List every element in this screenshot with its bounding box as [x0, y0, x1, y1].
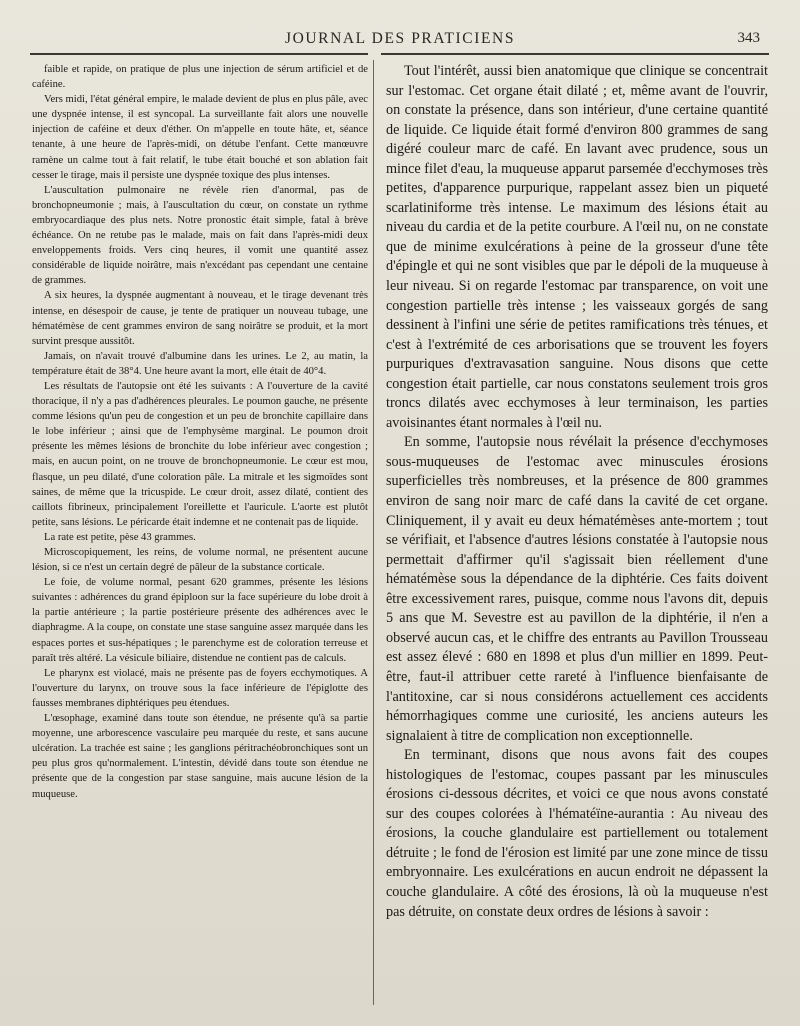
journal-title: JOURNAL DES PRATICIENS	[284, 30, 516, 47]
paragraph: Le foie, de volume normal, pesant 620 grammes, présente les lésions suivantes : adhérences du grand épiploon sur la face supérieure du lobe droit à la partie antérieure ; la partie postérieure présente des adhérences avec le diaphragme. A la coupe, on constate une stase sanguine assez marquée dans les espaces portes et sus-hépatiques ; le parenchyme est de coloration terreuse et paraît très altéré. La vésicule biliaire, distendue ne contient pas de calculs.	[32, 577, 368, 664]
paragraph: Vers midi, l'état général empire, le malade devient de plus en plus pâle, avec une dyspnée intense, il est syncopal. La surveillante fait alors une nouvelle injection de caféine et deux d'éther. On m'appelle en toute hâte, et, séance tenante, à une heure de l'après-midi, on détube l'enfant. Cette manœuvre ramène un calme tout à fait relatif, le tube était bouché et son ablation fait cesser le tirage, mais il persiste une dyspnée toxique des plus intenses.	[32, 94, 368, 181]
paragraph: A six heures, la dyspnée augmentant à nouveau, et le tirage devenant très intense, en désespoir de cause, je tente de pratiquer un nouveau tubage, une hématémèse de cent grammes environ de sang noirâtre se produit, et la mort survint presque aussitôt.	[32, 290, 368, 347]
column-divider	[373, 60, 374, 1005]
paragraph: Le pharynx est violacé, mais ne présente pas de foyers ecchymotiques. A l'ouverture du larynx, on trouve sous la face inférieure de l'épiglotte des fausses membranes diphtériques peu étendues.	[32, 667, 368, 709]
paragraph: Les résultats de l'autopsie ont été les suivants : A l'ouverture de la cavité thoracique, il n'y a pas d'adhérences pleurales. Le poumon gauche, ne présente comme lésions qu'un peu de congestion et un peu de bronchite capillaire dans le lobe inférieur ; ainsi que de l'emphysème marginal. Le poumon droit présente les mêmes lésions de bronchite du lobe inférieur avec congestion ; mais, en aucun point, on ne trouve de bronchopneumonie. Le cœur est mou, flasque, un peu dilaté, d'une coloration pâle. La mitrale et les sigmoïdes sont saines, de même que la tricuspide. Le cœur droit, assez dilaté, contient des caillots fibrineux, principalement l'oreillette et l'auricule. L'aorte est plutôt petite, sans lésions. Le péricarde était indemne et ne contenait pas de liquide.	[32, 380, 368, 528]
paragraph: En terminant, disons que nous avons fait des coupes histologiques de l'estomac, coupes passant par les minuscules érosions ci-dessous décrites, et voici ce que nous avons constaté sur des coupes colorées à l'hématéïne-aurantia : Au niveau des érosions, la couche glandulaire est partiellement ou totalement détruite ; le fond de l'érosion est limité par une zone mince de tissu embryonnaire. Les exulcérations en aucun endroit ne dépassent la couche glandulaire. A côté des érosions, là où la muqueuse n'est pas détruite, on constate deux ordres de lésions à savoir :	[386, 747, 768, 920]
paragraph: L'œsophage, examiné dans toute son étendue, ne présente qu'à sa partie moyenne, une arborescence vasculaire peu marquée du reste, et sans aucune ulcération. La trachée est saine ; les ganglions péritrachéobronchiques sont un peu plus gros qu'normalement. L'intestin, dévidé dans toute son étendue ne présente que de la congestion par stase sanguine, mais aucune lésion de la muqueuse.	[32, 713, 368, 800]
paragraph: En somme, l'autopsie nous révélait la présence d'ecchymoses sous-muqueuses de l'estomac avec minuscules érosions superficielles très nombreuses, et la présence de 800 grammes environ de sang noir marc de café dans la cavité de cet organe. Cliniquement, il y avait eu deux hématémèses ante-mortem ; tout se vérifiait, et l'absence d'autres lésions constatée à l'autopsie nous permettait d'affirmer qu'il s'agissait bien réellement d'une hématémèse sous la dépendance de la diphtérie. Ces faits doivent être excessivement rares, puisque, comme nous l'avons dit, depuis 5 ans que M. Sevestre est au pavillon de la diphtérie, il n'en a observé aucun cas, et le chiffre des entrants au Pavillon Trousseau est assez élevé : 680 en 1898 et plus d'un millier en 1899. Peut-être, faut-il attribuer cette rareté à l'influence bienfaisante de l'antitoxine, car si nous considérons actuellement ces accidents hémorrhagiques comme une curiosité, les anciens auteurs les signalaient à titre de complication non exceptionnelle.	[386, 434, 768, 744]
paragraph: Microscopiquement, les reins, de volume normal, ne présentent aucune lésion, si ce n'est un certain degré de pâleur de la substance corticale.	[32, 547, 368, 574]
running-header	[30, 30, 770, 50]
left-column	[32, 62, 368, 802]
paragraph: Tout l'intérêt, aussi bien anatomique que clinique se concentrait sur l'estomac. Cet organe était dilaté ; et, même avant de l'ouvrir, on constate la présence, dans son intérieur, d'une certaine quantité de liquide. Ce liquide était formé d'environ 800 grammes de sang digéré couleur marc de café. En lavant avec prudence, sous un mince filet d'eau, la muqueuse apparut parsemée d'ecchymoses très petites, d'apparence purpurique, rappelant assez bien un piqueté scarlatiniforme très intense. Le maximum des lésions était au niveau du cardia et de la petite courbure. A l'œil nu, on ne constate que de minime exulcérations à peine de la grosseur d'une tête d'épingle et qui ne sont visibles que par le dépoli de la muqueuse à leur niveau. Si on regarde l'estomac par transparence, on voit une congestion partielle très intense ; les vaisseaux gorgés de sang dessinent à l'infini une série de petites ramifications très ténues, et c'est à l'extrémité de ces arborisations que se trouvent les foyers purpuriques d'extravasation sanguine. Nous disons que cette congestion était partielle, car nous constatons seulement trois gros troncs dilatés avec ecchymoses à leur terminaison, les parties avoisinantes étant normales à l'œil nu.	[386, 63, 768, 431]
paragraph: La rate est petite, pèse 43 grammes.	[44, 531, 196, 543]
header-rule-left	[30, 53, 368, 55]
paragraph: L'auscultation pulmonaire ne révèle rien d'anormal, pas de bronchopneumonie ; mais, à l'auscultation du cœur, on constate un rythme embryocardiaque des plus nets. Notre pronostic était simple, fatal à brève échéance. On ne retube pas le malade, mais on fait dans l'après-midi deux enveloppements froids. Vers cinq heures, il vomit une quantité assez considérable de liquide noirâtre, mais n'excédant pas cependant une centaine de grammes.	[32, 184, 368, 287]
page-number: 343	[737, 30, 760, 46]
header-rule-right	[381, 53, 769, 55]
right-column	[386, 62, 768, 922]
paragraph: faible et rapide, on pratique de plus une injection de sérum artificiel et de caféine.	[32, 64, 368, 91]
paragraph: Jamais, on n'avait trouvé d'albumine dans les urines. Le 2, au matin, la température était de 38°4. Une heure avant la mort, elle était de 40°4.	[32, 350, 368, 377]
